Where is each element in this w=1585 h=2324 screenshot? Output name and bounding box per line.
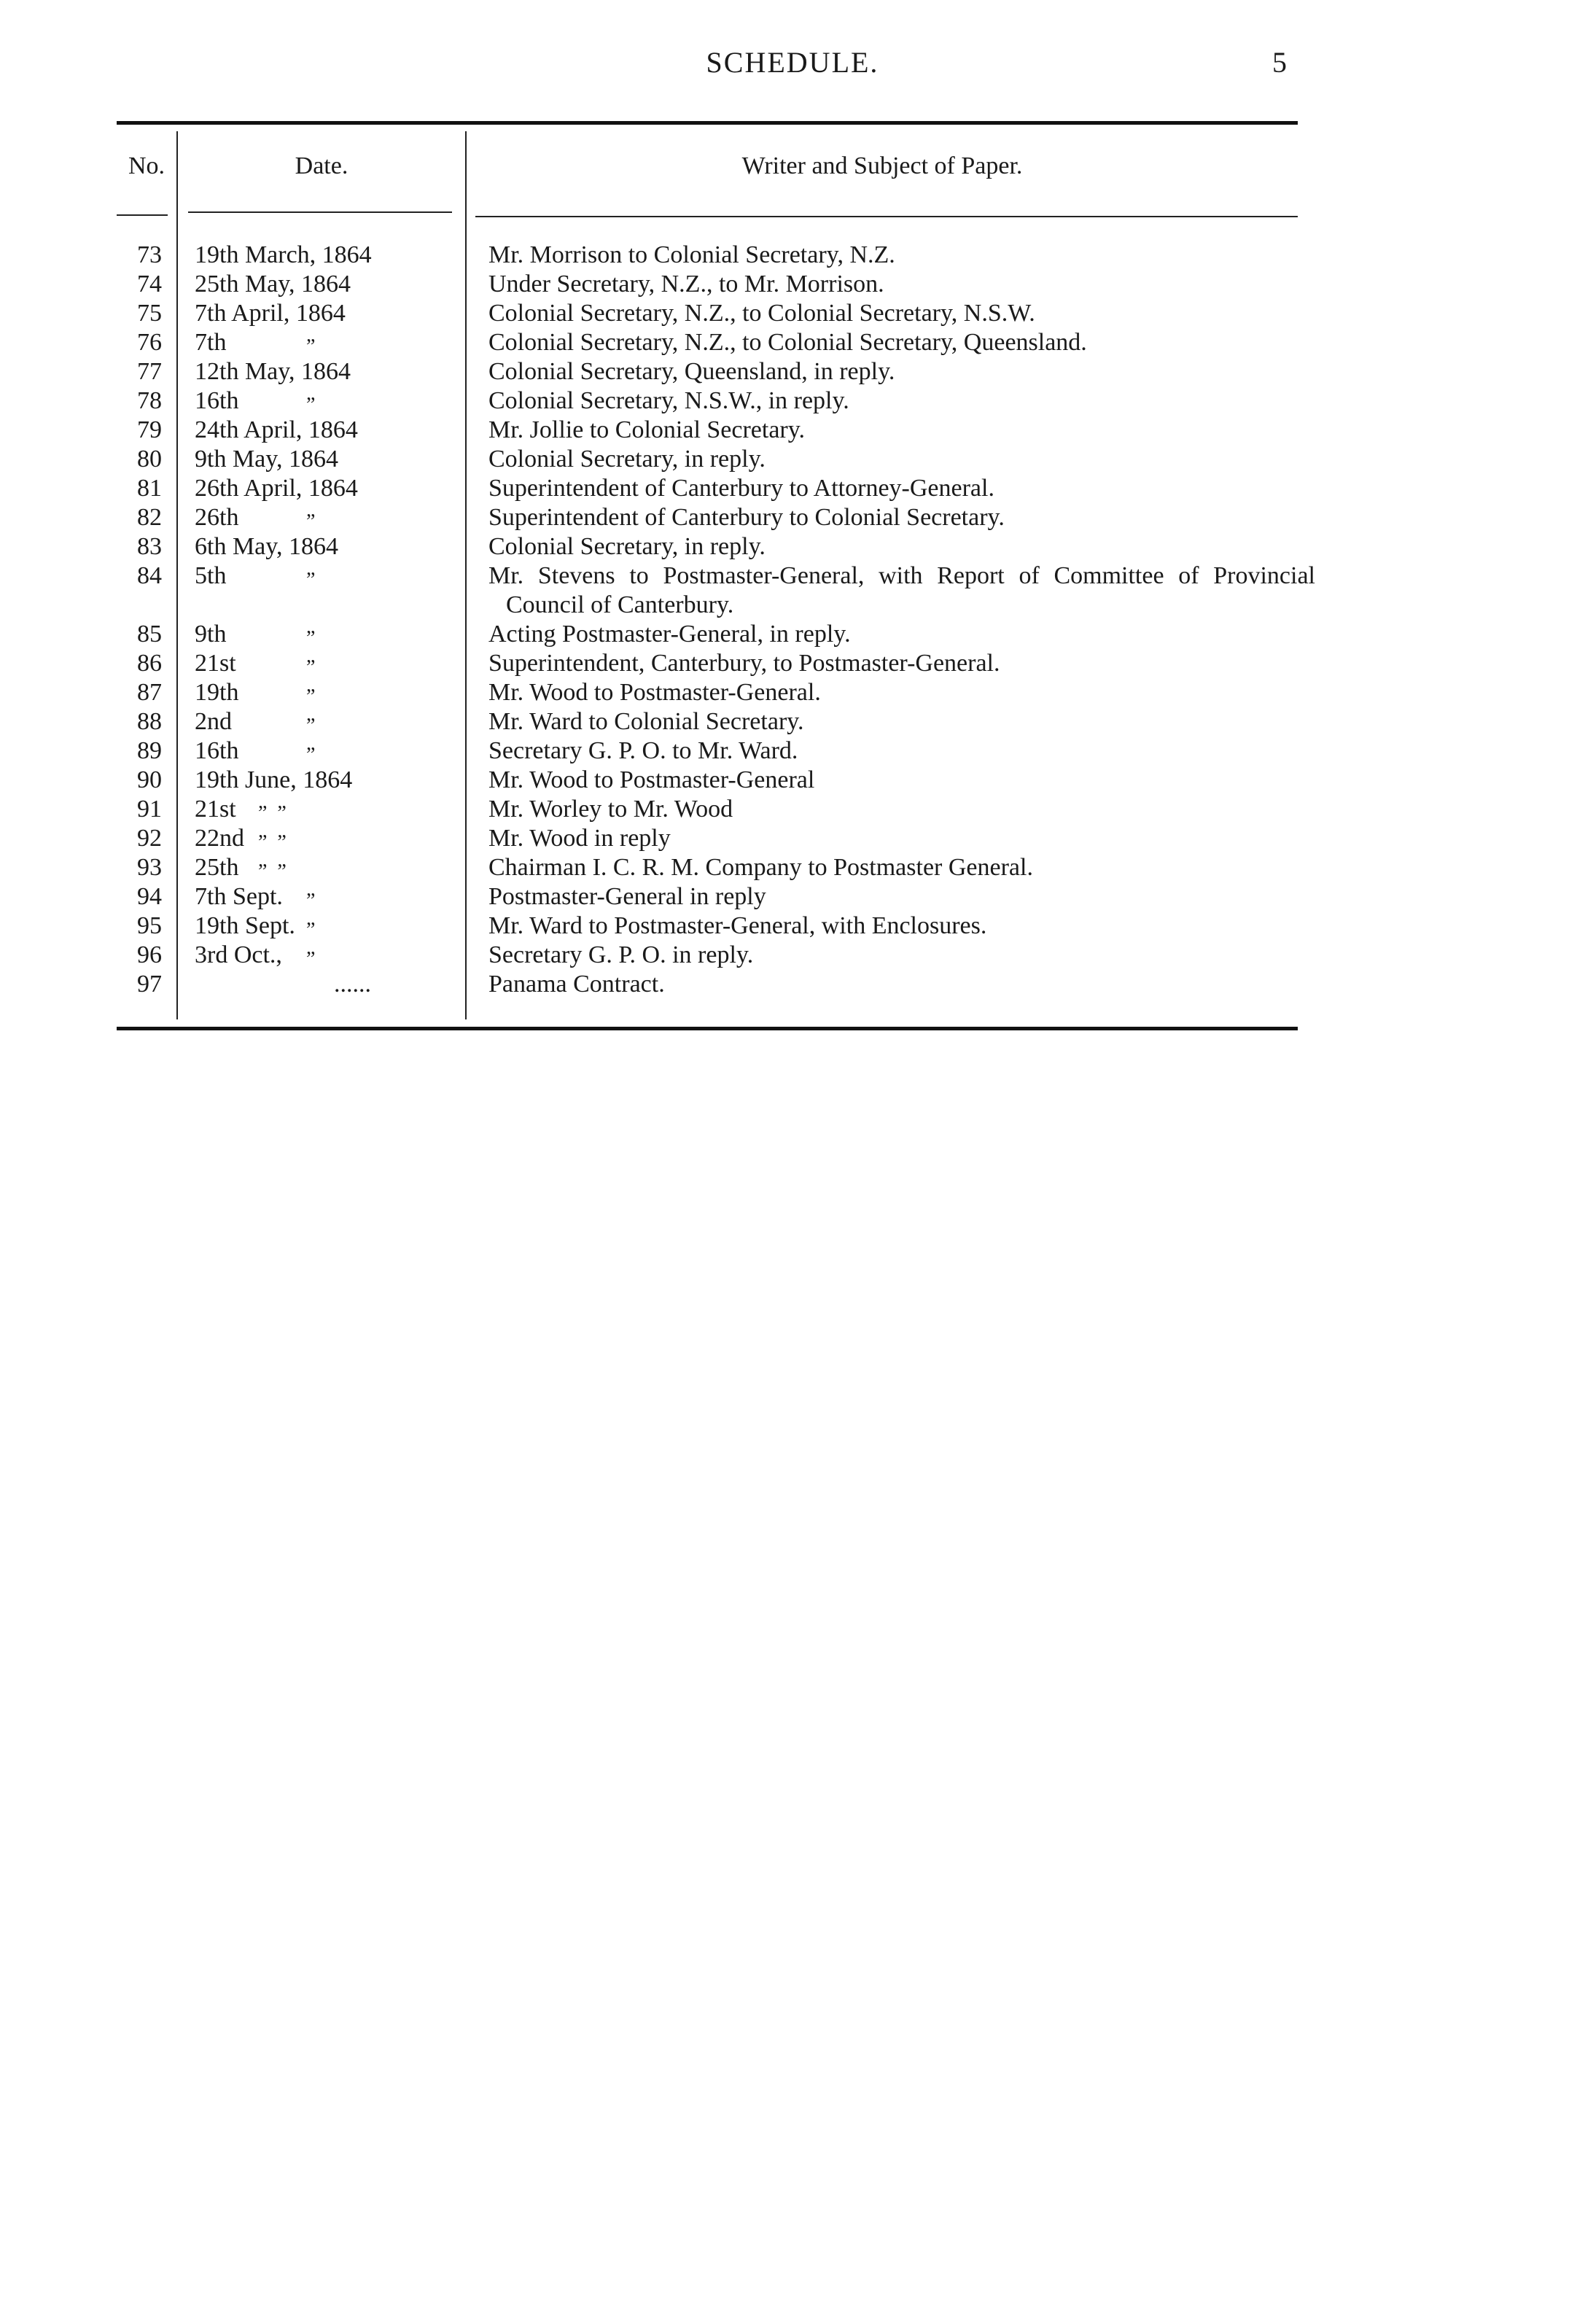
row-ditto-mark: ” [306,685,316,708]
row-ditto-mark: ” ” [258,802,287,825]
table-row [0,795,1585,824]
row-ditto-mark: ” [306,569,316,591]
row-number: 91 [137,796,162,823]
row-subject: Mr. Wood in reply [488,825,671,852]
header-no: No. [128,152,165,179]
row-date: 7th [195,329,227,356]
row-number: 80 [137,446,162,473]
row-subject: Colonial Secretary, N.S.W., in reply. [488,387,849,414]
table-row [0,503,1585,532]
row-date: 26th [195,504,239,531]
row-date: 7th April, 1864 [195,300,346,327]
row-date: 21st [195,796,236,823]
table-row [0,386,1585,416]
row-number: 90 [137,766,162,793]
row-number: 97 [137,971,162,998]
row-subject: Mr. Ward to Postmaster-General, with Enclosures. [488,912,987,939]
row-number: 84 [137,562,162,589]
row-number: 92 [137,825,162,852]
row-ditto-mark: ” ” [258,831,287,854]
row-number: 86 [137,650,162,677]
row-subject: Colonial Secretary, N.Z., to Colonial Secretary, N.S.W. [488,300,1035,327]
row-ditto-mark: ” [306,948,316,971]
row-ditto-mark: ” [306,744,316,766]
row-subject: Superintendent of Canterbury to Colonial Secretary. [488,504,1005,531]
row-date: 9th May, 1864 [195,446,339,473]
row-number: 81 [137,475,162,502]
row-subject: Acting Postmaster-General, in reply. [488,621,851,648]
table-row [0,882,1585,912]
row-date: 19th June, 1864 [195,766,353,793]
table-row [0,357,1585,386]
row-date: 3rd Oct., [195,941,282,968]
row-date: 19th [195,679,239,706]
row-date: 2nd [195,708,232,735]
row-subject: Colonial Secretary, in reply. [488,533,766,560]
row-subject: Colonial Secretary, N.Z., to Colonial Secretary, Queensland. [488,329,1087,356]
row-date: 25th [195,854,239,881]
table-row [0,853,1585,882]
table-row [0,270,1585,299]
header-rule-subject [475,216,1298,217]
row-subject: Colonial Secretary, in reply. [488,446,766,473]
table-top-rule [117,121,1298,125]
row-number: 89 [137,737,162,764]
row-number: 76 [137,329,162,356]
row-number: 77 [137,358,162,385]
table-row [0,532,1585,561]
row-date: 21st [195,650,236,677]
row-date: 6th May, 1864 [195,533,339,560]
row-date: 5th [195,562,227,589]
row-number: 83 [137,533,162,560]
row-date: 9th [195,621,227,648]
row-subject: Secretary G. P. O. to Mr. Ward. [488,737,798,764]
row-number: 88 [137,708,162,735]
row-date: 16th [195,387,239,414]
row-ditto-mark: ” [306,627,316,650]
row-date: 25th May, 1864 [195,271,351,298]
row-subject: Mr. Jollie to Colonial Secretary. [488,416,806,443]
row-number: 82 [137,504,162,531]
row-number: 96 [137,941,162,968]
table-row [0,766,1585,795]
table-row [0,649,1585,678]
table-row [0,737,1585,766]
row-ditto-mark: ” [306,656,316,679]
row-number: 93 [137,854,162,881]
row-date: 19th March, 1864 [195,241,372,268]
row-subject: Superintendent, Canterbury, to Postmaster-General. [488,650,1000,677]
row-subject: Superintendent of Canterbury to Attorney-General. [488,475,994,502]
table-row [0,620,1585,649]
page-title: SCHEDULE. [706,46,879,79]
row-subject: Mr. Wood to Postmaster-General [488,766,815,793]
row-ditto-mark: ” [306,715,316,737]
table-row [0,912,1585,941]
table-row [0,824,1585,853]
header-date: Date. [295,152,348,179]
table-row [0,941,1585,970]
table-row [0,299,1585,328]
row-date: ...... [334,971,371,998]
row-subject: Postmaster-General in reply [488,883,766,910]
row-date: 22nd [195,825,244,852]
table-row [0,678,1585,707]
row-subject: Mr. Worley to Mr. Wood [488,796,733,823]
row-number: 87 [137,679,162,706]
row-date: 12th May, 1864 [195,358,351,385]
row-ditto-mark: ” ” [258,860,287,883]
row-subject: Colonial Secretary, Queensland, in reply. [488,358,895,385]
row-date: 19th Sept. [195,912,295,939]
row-ditto-mark: ” [306,394,316,416]
row-date: 26th April, 1864 [195,475,358,502]
row-number: 74 [137,271,162,298]
table-row [0,241,1585,270]
row-date: 24th April, 1864 [195,416,358,443]
header-rule-no [117,214,168,216]
row-ditto-mark: ” [306,890,316,912]
row-number: 79 [137,416,162,443]
table-row [0,445,1585,474]
row-date: 7th Sept. [195,883,283,910]
table-row [0,328,1585,357]
row-number: 95 [137,912,162,939]
row-subject: Mr. Morrison to Colonial Secretary, N.Z. [488,241,895,268]
row-ditto-mark: ” [306,919,316,941]
row-subject: Chairman I. C. R. M. Company to Postmaster General. [488,854,1033,881]
row-number: 78 [137,387,162,414]
page-number: 5 [1272,46,1287,79]
table-row [0,970,1585,999]
table-row [0,707,1585,737]
row-number: 85 [137,621,162,648]
row-subject: Mr. Ward to Colonial Secretary. [488,708,804,735]
row-number: 94 [137,883,162,910]
row-ditto-mark: ” [306,335,316,358]
row-subject: Mr. Wood to Postmaster-General. [488,679,821,706]
row-number: 75 [137,300,162,327]
table-bottom-rule [117,1027,1298,1030]
row-subject: Under Secretary, N.Z., to Mr. Morrison. [488,271,884,298]
row-subject: Panama Contract. [488,971,665,998]
table-row [0,474,1585,503]
row-subject: Secretary G. P. O. in reply. [488,941,754,968]
header-rule-date [188,211,452,213]
row-subject: Mr. Stevens to Postmaster-General, with Report of Committee of Provincial Council of Canterbury. [488,562,1315,618]
schedule-table-body [0,241,1585,999]
table-row [0,416,1585,445]
header-subject: Writer and Subject of Paper. [741,152,1023,179]
row-ditto-mark: ” [306,510,316,533]
row-date: 16th [195,737,239,764]
row-number: 73 [137,241,162,268]
table-row [0,561,1585,620]
